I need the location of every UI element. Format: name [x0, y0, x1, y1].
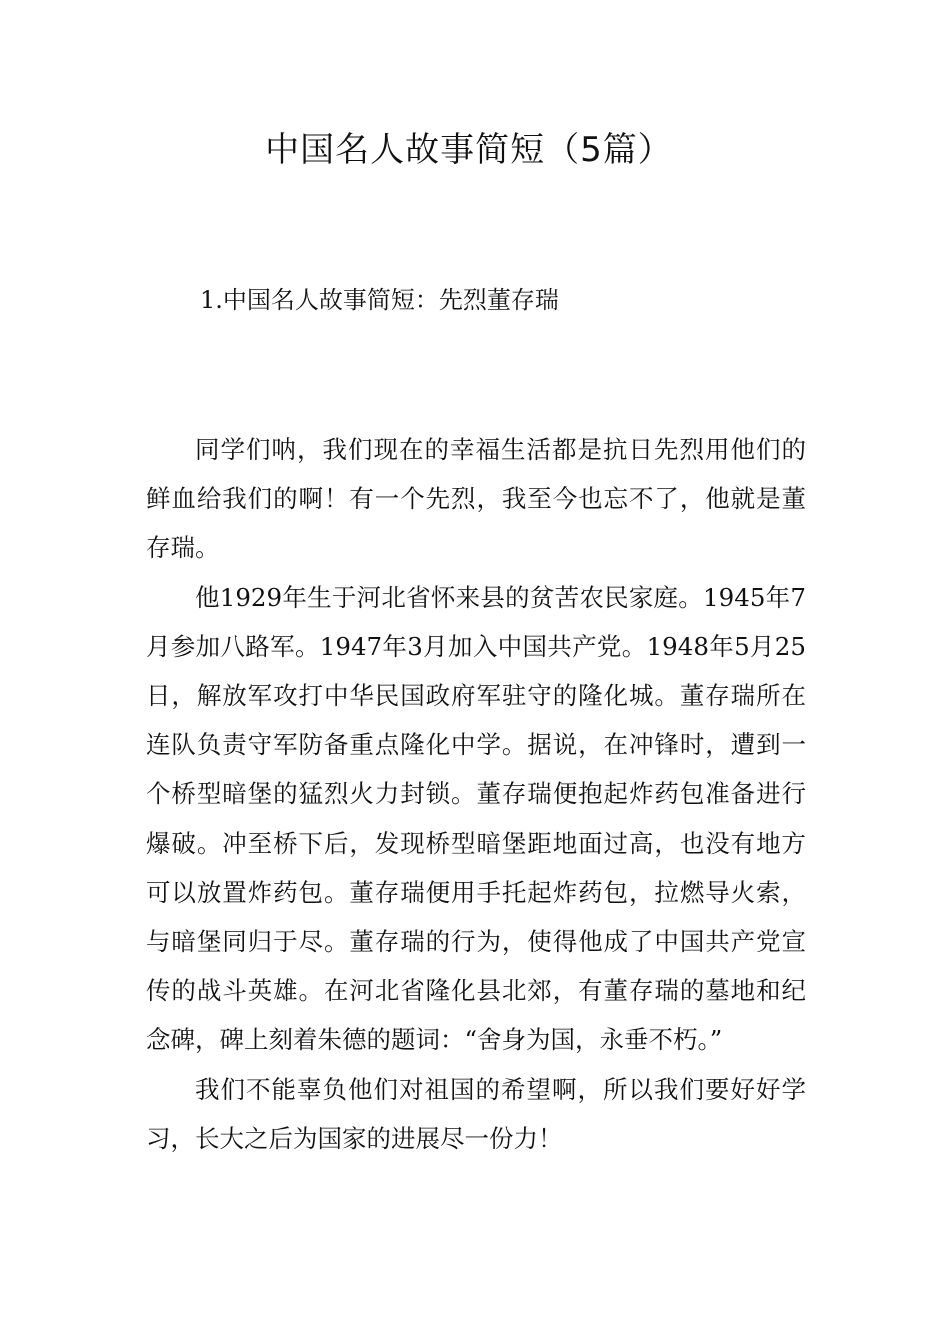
paragraph-biography: 他1929年生于河北省怀来县的贫苦农民家庭。1945年7月参加八路军。1947年3月加入中国共产党。1948年5月25日，解放军攻打中华民国政府军驻守的隆化城。董存瑞所在连队负责守军防备重点隆化中学。据说，在冲锋时，遭到一个桥型暗堡的猛烈火力封锁。董存瑞便抱起炸药包准备进行爆破。冲至桥下后，发现桥型暗堡距地面过高，也没有地方可以放置炸药包。董存瑞便用手托起炸药包，拉燃导火索，与暗堡同归于尽。董存瑞的行为，使得他成了中国共产党宣传的战斗英雄。在河北省隆化县北郊，有董存瑞的墓地和纪念碑，碑上刻着朱德的题词：“舍身为国，永垂不朽。”: [146, 582, 806, 1055]
paragraph-intro: 同学们呐，我们现在的幸福生活都是抗日先烈用他们的鲜血给我们的啊！有一个先烈，我至今也忘不了，他就是董存瑞。: [146, 435, 806, 563]
paragraph-conclusion: 我们不能辜负他们对祖国的希望啊，所以我们要好好学习，长大之后为国家的进展尽一份力！: [146, 1074, 806, 1153]
document-title: 中国名人故事简短（5篇）: [265, 130, 673, 170]
article-body: [146, 425, 806, 1163]
section-heading: 1.中国名人故事简短：先烈董存瑞: [200, 286, 559, 314]
